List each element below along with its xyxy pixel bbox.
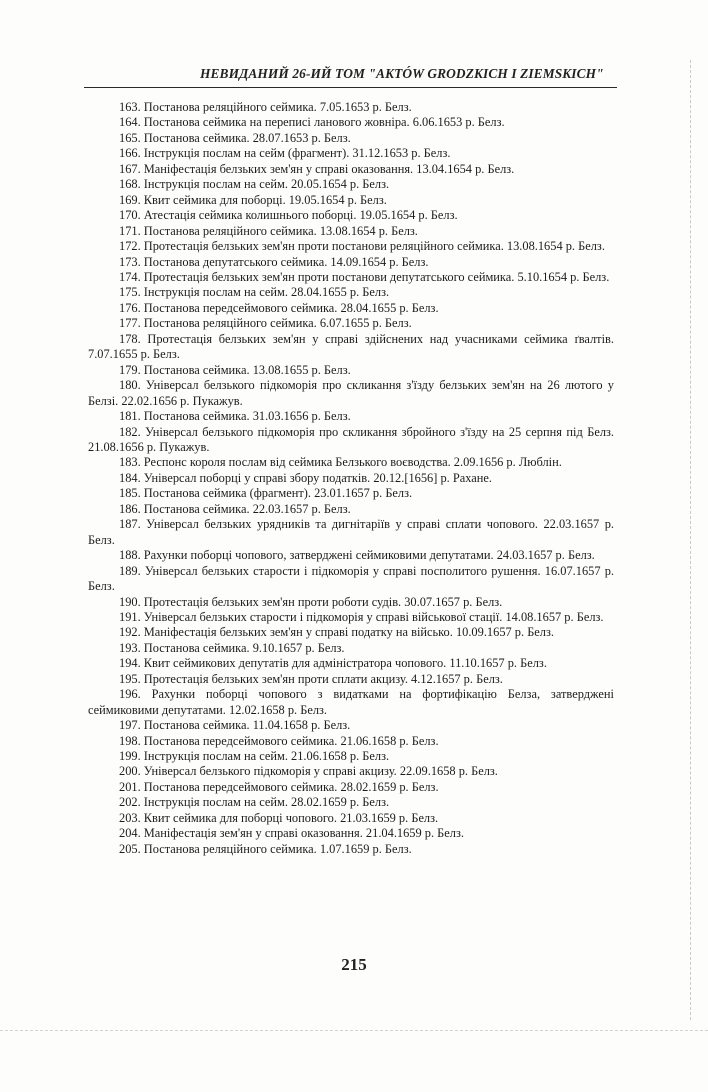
list-item: 203. Квит сеймика для поборці чопового. 21.03.1659 р. Белз. bbox=[119, 810, 439, 825]
list-item: 189. Універсал белзьких старости і підкоморія у справі посполитого рушення. 16.07.1657 р. Белз. bbox=[88, 563, 614, 594]
scan-edge-bottom bbox=[0, 1030, 708, 1031]
list-item: 195. Протестація белзьких зем'ян проти сплати акцизу. 4.12.1657 р. Белз. bbox=[119, 671, 503, 686]
list-item: 164. Постанова сеймика на переписі ланового жовніра. 6.06.1653 р. Белз. bbox=[119, 115, 505, 130]
list-item: 168. Інструкція послам на сейм. 20.05.1654 р. Белз. bbox=[119, 177, 390, 192]
list-item: 171. Постанова реляційного сеймика. 13.08.1654 р. Белз. bbox=[119, 223, 418, 238]
list-item: 166. Інструкція послам на сейм (фрагмент). 31.12.1653 р. Белз. bbox=[119, 146, 451, 161]
list-item: 199. Інструкція послам на сейм. 21.06.1658 р. Белз. bbox=[119, 749, 390, 764]
list-item: 182. Універсал белзького підкоморія про скликання збройного з'їзду на 25 серпня під Белз. 21.08.1656 р. Пукажув. bbox=[88, 424, 614, 454]
header-rule bbox=[84, 87, 617, 88]
list-item: 186. Постанова сеймика. 22.03.1657 р. Белз. bbox=[119, 501, 351, 516]
list-item: 183. Респонс короля послам від сеймика Белзького воєводства. 2.09.1656 р. Люблін. bbox=[119, 455, 562, 470]
list-item: 202. Інструкція послам на сейм. 28.02.1659 р. Белз. bbox=[119, 795, 390, 810]
list-item: 169. Квит сеймика для поборці. 19.05.1654 р. Белз. bbox=[119, 192, 387, 207]
list-item: 191. Універсал белзьких старости і підкоморія у справі військової стації. 14.08.1657 р. Белз. bbox=[119, 609, 604, 624]
list-item: 187. Універсал белзьких урядників та дигнітаріїв у справі сплати чопового. 22.03.1657 р. Белз. bbox=[88, 517, 614, 547]
list-item: 172. Протестація белзьких зем'ян проти постанови реляційного сеймика. 13.08.1654 р. Белз. bbox=[119, 239, 605, 254]
list-item: 179. Постанова сеймика. 13.08.1655 р. Белз. bbox=[119, 362, 351, 377]
running-header: НЕВИДАНИЙ 26-ИЙ ТОМ "AKTÓW GRODZKICH I ZIEMSKICH" bbox=[200, 66, 604, 81]
document-list bbox=[88, 100, 614, 857]
list-item: 200. Універсал белзького підкоморія у справі акцизу. 22.09.1658 р. Белз. bbox=[119, 764, 498, 779]
list-item: 178. Протестація белзьких зем'ян у справі здійснених над учасниками сеймика ґвалтів. 7.07.1655 р. Белз. bbox=[88, 331, 614, 362]
list-item: 198. Постанова передсеймового сеймика. 21.06.1658 р. Белз. bbox=[119, 733, 439, 748]
page-number: 215 bbox=[341, 955, 367, 974]
list-item: 165. Постанова сеймика. 28.07.1653 р. Белз. bbox=[119, 130, 351, 145]
list-item: 175. Інструкція послам на сейм. 28.04.1655 р. Белз. bbox=[119, 285, 390, 300]
list-item: 194. Квит сеймикових депутатів для адміністратора чопового. 11.10.1657 р. Белз. bbox=[119, 656, 547, 671]
scan-edge-right bbox=[690, 60, 691, 1020]
list-item: 188. Рахунки поборці чопового, затверджені сеймиковими депутатами. 24.03.1657 р. Белз. bbox=[119, 548, 595, 563]
list-item: 205. Постанова реляційного сеймика. 1.07.1659 р. Белз. bbox=[119, 841, 412, 856]
list-item: 204. Маніфестація зем'ян у справі оказовання. 21.04.1659 р. Белз. bbox=[119, 826, 464, 841]
list-item: 197. Постанова сеймика. 11.04.1658 р. Белз. bbox=[119, 718, 351, 733]
list-item: 176. Постанова передсеймового сеймика. 28.04.1655 р. Белз. bbox=[119, 300, 439, 315]
list-item: 185. Постанова сеймика (фрагмент). 23.01.1657 р. Белз. bbox=[119, 486, 413, 501]
list-item: 180. Універсал белзького підкоморія про скликання з'їзду белзьких зем'ян на 26 лютого у Белзі. 22.02.1656 р. Пукажув. bbox=[88, 378, 614, 408]
list-item: 170. Атестація сеймика колишнього поборці. 19.05.1654 р. Белз. bbox=[119, 208, 458, 223]
list-item: 177. Постанова реляційного сеймика. 6.07.1655 р. Белз. bbox=[119, 316, 412, 331]
list-item: 192. Маніфестація белзьких зем'ян у справі податку на військо. 10.09.1657 р. Белз. bbox=[119, 625, 554, 640]
list-item: 167. Маніфестація белзьких зем'ян у справі оказовання. 13.04.1654 р. Белз. bbox=[119, 161, 515, 176]
list-item: 181. Постанова сеймика. 31.03.1656 р. Белз. bbox=[119, 409, 351, 424]
list-item: 184. Універсал поборці у справі збору податків. 20.12.[1656] р. Рахане. bbox=[119, 470, 492, 485]
list-item: 163. Постанова реляційного сеймика. 7.05.1653 р. Белз. bbox=[119, 100, 412, 114]
list-item: 173. Постанова депутатського сеймика. 14.09.1654 р. Белз. bbox=[119, 254, 429, 269]
list-item: 193. Постанова сеймика. 9.10.1657 р. Белз. bbox=[119, 640, 345, 655]
list-item: 196. Рахунки поборці чопового з видатками на фортифікацію Белза, затверджені сеймиковими депутатами. 12.02.1658 р. Белз. bbox=[88, 687, 614, 717]
list-item: 201. Постанова передсеймового сеймика. 28.02.1659 р. Белз. bbox=[119, 779, 439, 794]
list-item: 190. Протестація белзьких зем'ян проти роботи судів. 30.07.1657 р. Белз. bbox=[119, 594, 503, 609]
list-item: 174. Протестація белзьких зем'ян проти постанови депутатського сеймика. 5.10.1654 р. Белз. bbox=[119, 269, 610, 284]
